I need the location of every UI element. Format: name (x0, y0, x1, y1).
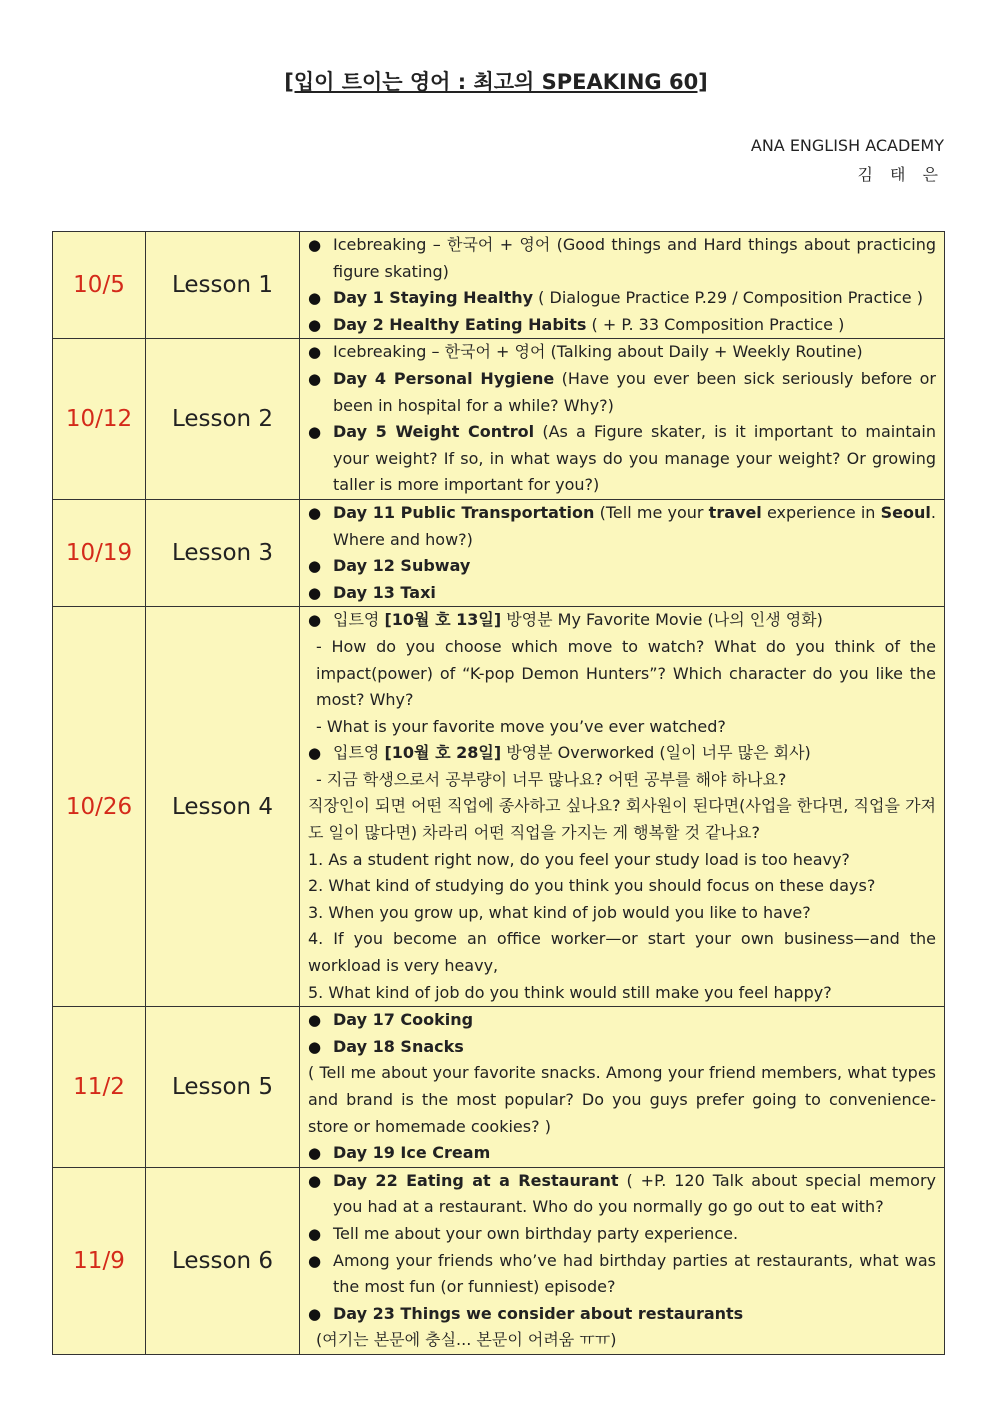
bullet-item (308, 500, 936, 553)
bold-text: Day 23 Things we consider about restaurants (333, 1303, 744, 1323)
bullet-item (308, 1140, 936, 1167)
bold-text: Day 17 Cooking (333, 1010, 474, 1030)
text-span: (Have you ever been sick seriously before or been in hospital for a while? Why?) (333, 368, 936, 415)
bullet-item (308, 1301, 936, 1328)
text-span: Tell me about your own birthday party experience. (333, 1223, 739, 1243)
text-span: - How do you choose which move to watch? What do you think of the impact(power) of “K-pop Demon Hunters”? Which character do you like the most? Why? (316, 636, 936, 710)
academy-name: ANA ENGLISH ACADEMY (750, 136, 944, 155)
content-line (308, 847, 936, 874)
content-line (308, 900, 936, 927)
text-span: 2. What kind of studying do you think you should focus on these days? (308, 876, 876, 896)
text-span: (Tell me your (594, 502, 709, 522)
bold-text: [10월 호 13일] (384, 610, 502, 630)
schedule-row (53, 339, 945, 500)
bullet-item (308, 740, 936, 767)
text-span: ( +P. 120 Talk about special memory you had at a restaurant. Who do you normally go go out to eat with? (333, 1170, 936, 1217)
schedule-row (53, 1167, 945, 1354)
text-span: (여기는 본문에 충실... 본문이 어려움 ㅠㅠ) (316, 1330, 617, 1350)
bold-text: Day 18 Snacks (333, 1036, 464, 1056)
bullet-item (308, 1248, 936, 1301)
content-line (308, 714, 936, 741)
lesson-date: 10/12 (53, 339, 146, 500)
content-line (308, 634, 936, 714)
bullet-item (308, 1221, 936, 1248)
lesson-content (300, 232, 945, 339)
bullet-item (308, 419, 936, 499)
lesson-content (300, 1167, 945, 1354)
bold-text: Seoul (880, 502, 931, 522)
bold-text: Day 12 Subway (333, 556, 471, 576)
bullet-item (308, 607, 936, 634)
lesson-content (300, 607, 945, 1007)
lesson-date: 11/9 (53, 1167, 146, 1354)
text-span: ( Dialogue Practice P.29 / Composition Practice ) (533, 288, 923, 308)
bullet-item (308, 366, 936, 419)
text-span: Among your friends who’ve had birthday parties at restaurants, what was the most fun (or funniest) episode? (333, 1250, 936, 1297)
lesson-date: 10/5 (53, 232, 146, 339)
bold-text: Day 19 Ice Cream (333, 1143, 491, 1163)
lesson-number: Lesson 4 (146, 607, 300, 1007)
text-span: Icebreaking – 한국어 + 영어 (Good things and Hard things about practicing figure skating) (333, 235, 936, 281)
text-span: - What is your favorite move you’ve ever watched? (316, 716, 726, 736)
schedule-row (53, 232, 945, 339)
text-span: (As a Figure skater, is it important to maintain your weight? If so, in what ways do you manage your weight? Or growing taller is more important for you?) (333, 422, 937, 495)
bold-text: Day 22 Eating at a Restaurant (333, 1170, 619, 1190)
lesson-number: Lesson 3 (146, 499, 300, 606)
bullet-item (308, 312, 936, 339)
lesson-number: Lesson 6 (146, 1167, 300, 1354)
content-line (308, 767, 936, 794)
text-span: Icebreaking – 한국어 + 영어 (Talking about Daily + Weekly Routine) (333, 342, 863, 362)
text-span: 3. When you grow up, what kind of job would you like to have? (308, 902, 811, 922)
bold-text: Day 2 Healthy Eating Habits (333, 314, 587, 334)
lesson-number: Lesson 5 (146, 1007, 300, 1168)
text-span: experience in (761, 502, 881, 522)
text-span: 방영분 Overworked (일이 너무 많은 회사) (501, 743, 811, 763)
bold-text: Day 4 Personal Hygiene (333, 368, 555, 388)
text-span: 4. If you become an office worker—or start your own business—and the workload is very heavy, (308, 929, 936, 976)
content-line (308, 980, 936, 1007)
lesson-number: Lesson 1 (146, 232, 300, 339)
schedule-table (52, 231, 945, 1355)
author-name: 김 태 은 (857, 165, 944, 184)
content-line (308, 926, 936, 979)
bullet-item (308, 285, 936, 312)
author-block (751, 131, 944, 189)
schedule-row (53, 607, 945, 1007)
lesson-date: 10/26 (53, 607, 146, 1007)
text-span: 입트영 (333, 743, 385, 763)
lesson-number: Lesson 2 (146, 339, 300, 500)
bold-text: Day 1 Staying Healthy (333, 288, 534, 308)
text-span: 직장인이 되면 어떤 직업에 종사하고 싶나요? 회사원이 된다면(사업을 한다면, 직업을 가져도 일이 많다면) 차라리 어떤 직업을 가지는 게 행복할 것 같나요? (308, 796, 936, 843)
text-span: . Where and how?) (333, 502, 936, 549)
text-span: ( Tell me about your favorite snacks. Among your friend members, what types and brand is the most popular? Do you guys prefer going to convenience-store or homemade cookies? ) (308, 1063, 936, 1136)
bold-text: travel (708, 502, 762, 522)
text-span: - 지금 학생으로서 공부량이 너무 많나요? 어떤 공부를 해야 하나요? (316, 769, 787, 789)
bullet-item (308, 1007, 936, 1034)
content-line (308, 1327, 936, 1354)
schedule-row (53, 499, 945, 606)
content-line (308, 793, 936, 846)
text-span: 입트영 (333, 610, 385, 630)
document-title: [입이 트이는 영어 : 최고의 SPEAKING 60] (284, 70, 708, 94)
bold-text: Day 5 Weight Control (333, 422, 535, 442)
text-span: 1. As a student right now, do you feel your study load is too heavy? (308, 849, 850, 869)
bold-text: Day 13 Taxi (333, 582, 436, 602)
schedule-row (53, 1007, 945, 1168)
lesson-content (300, 1007, 945, 1168)
content-line (308, 1060, 936, 1140)
bullet-item (308, 553, 936, 580)
lesson-date: 10/19 (53, 499, 146, 606)
bullet-item (308, 580, 936, 607)
lesson-content (300, 339, 945, 500)
text-span: 방영분 My Favorite Movie (나의 인생 영화) (501, 610, 823, 630)
bullet-item (308, 1034, 936, 1061)
text-span: 5. What kind of job do you think would still make you feel happy? (308, 982, 832, 1002)
bullet-item (308, 1168, 936, 1221)
bold-text: Day 11 Public Transportation (333, 502, 595, 522)
bold-text: [10월 호 28일] (384, 743, 502, 763)
lesson-date: 11/2 (53, 1007, 146, 1168)
lesson-content (300, 499, 945, 606)
text-span: ( + P. 33 Composition Practice ) (586, 314, 845, 334)
content-line (308, 873, 936, 900)
bullet-item (308, 232, 936, 285)
bullet-item (308, 339, 936, 366)
